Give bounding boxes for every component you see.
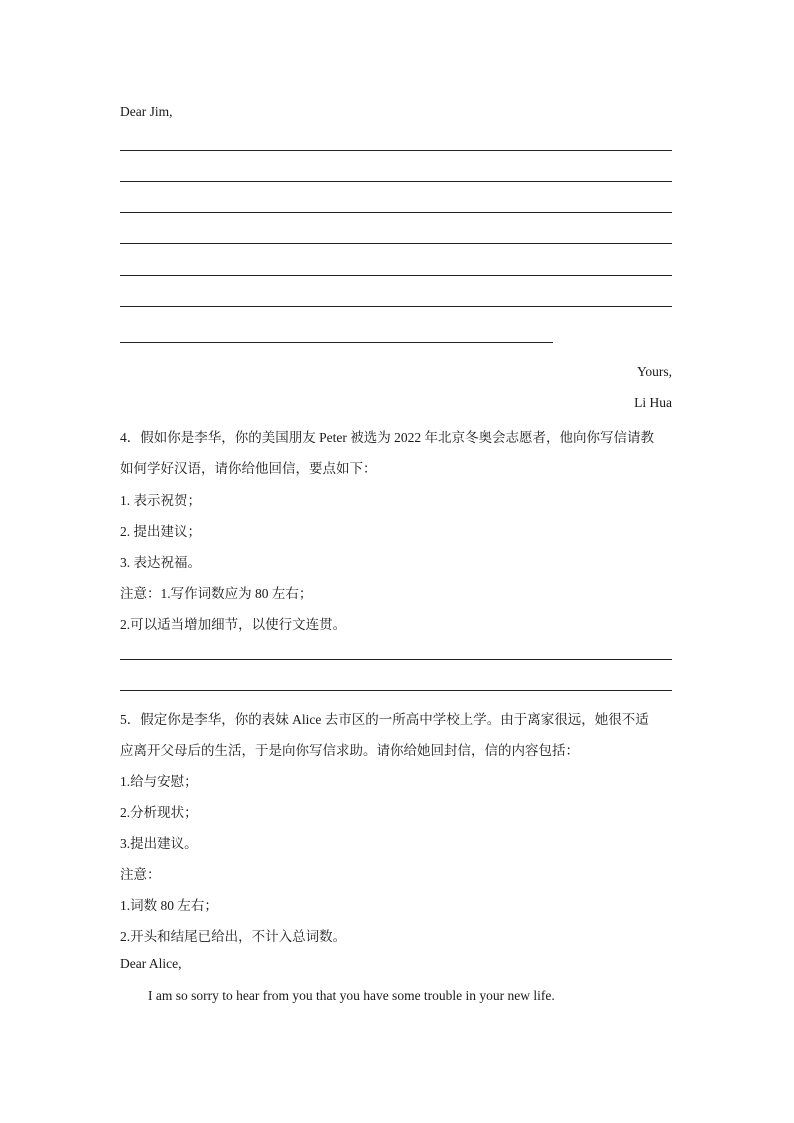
letter1-salutation: Dear Jim, <box>120 104 173 119</box>
letter1-signature: Li Hua <box>634 395 672 410</box>
q5-opening-sentence: I am so sorry to hear from you that you have some trouble in your new life. <box>148 988 555 1003</box>
q5-point: 1.给与安慰； <box>120 774 198 789</box>
q5-note-label: 注意： <box>120 867 161 882</box>
writing-line <box>120 212 672 213</box>
writing-line <box>120 659 672 660</box>
q4-note: 2.可以适当增加细节，以使行文连贯。 <box>120 617 347 632</box>
q4-note: 注意：1.写作词数应为 80 左右； <box>120 586 313 601</box>
letter1-closing: Yours, <box>636 364 672 379</box>
q5-point: 2.分析现状； <box>120 805 198 820</box>
q5-salutation: Dear Alice, <box>120 956 182 971</box>
writing-line <box>120 243 672 244</box>
q5-prompt-line2: 应离开父母后的生活，于是向你写信求助。请你给她回封信，信的内容包括： <box>120 743 579 758</box>
q4-point: 1. 表示祝贺； <box>120 493 201 508</box>
q5-prompt-line1: 5．假定你是李华，你的表妹 Alice 去市区的一所高中学校上学。由于离家很远，她很不适 <box>120 712 649 727</box>
writing-line <box>120 150 672 151</box>
writing-line <box>120 306 672 307</box>
q5-point: 3.提出建议。 <box>120 836 198 851</box>
q4-point: 2. 提出建议； <box>120 524 201 539</box>
writing-line <box>120 181 672 182</box>
q4-prompt-line1: 4．假如你是李华，你的美国朋友 Peter 被选为 2022 年北京冬奥会志愿者，他向你写信请教 <box>120 430 654 445</box>
writing-line-short <box>120 342 553 343</box>
q4-prompt-line2: 如何学好汉语，请你给他回信，要点如下： <box>120 461 377 476</box>
q5-note: 2.开头和结尾已给出，不计入总词数。 <box>120 929 347 944</box>
q5-note: 1.词数 80 左右； <box>120 898 218 913</box>
writing-line <box>120 690 672 691</box>
q4-point: 3. 表达祝福。 <box>120 555 201 570</box>
writing-line <box>120 275 672 276</box>
